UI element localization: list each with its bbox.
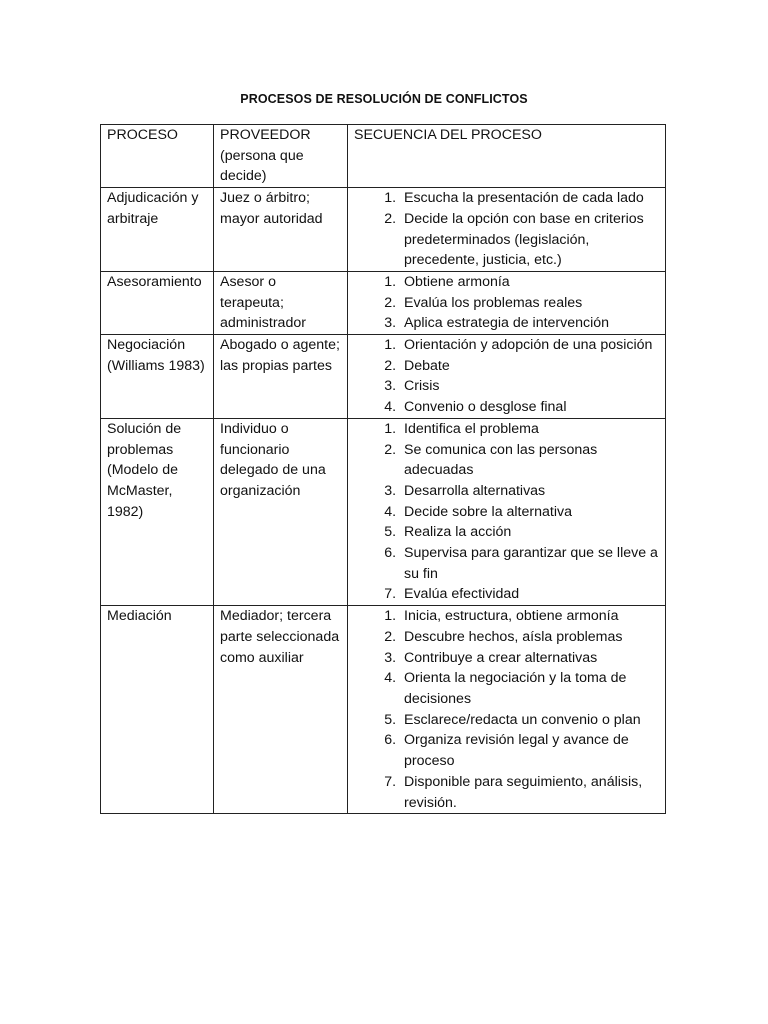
table-row (101, 188, 666, 272)
steps-list (354, 335, 661, 418)
step-item: 2. Descubre hechos, aísla problemas (400, 627, 661, 648)
header-cell-proceso (101, 125, 214, 188)
steps-list (354, 272, 661, 334)
step-item: 1. Identifica el problema (400, 419, 661, 440)
step-item: 2. Evalúa los problemas reales (400, 293, 661, 314)
proveedor-name: Juez o árbitro; mayor autoridad (220, 190, 323, 227)
proceso-name: Adjudicación y arbitraje (107, 190, 199, 227)
step-item: 2. Decide la opción con base en criterios predeterminados (legislación, precedente, justicia, etc.) (400, 209, 661, 271)
proceso-cell (101, 188, 214, 272)
document-title: PROCESOS DE RESOLUCIÓN DE CONFLICTOS (240, 92, 528, 106)
step-item: 2. Se comunica con las personas adecuadas (400, 440, 661, 481)
step-item: 1. Obtiene armonía (400, 272, 661, 293)
step-item: 6. Organiza revisión legal y avance de proceso (400, 730, 661, 771)
step-item: 6. Supervisa para garantizar que se lleve a su fin (400, 543, 661, 584)
steps-list (354, 419, 661, 605)
proceso-name: Negociación (Williams 1983) (107, 337, 205, 374)
proveedor-name: Abogado o agente; las propias partes (220, 337, 340, 374)
secuencia-cell (348, 188, 666, 272)
step-item: 4. Decide sobre la alternativa (400, 502, 661, 523)
table-row (101, 418, 666, 605)
proveedor-name: Asesor o terapeuta; administrador (220, 273, 306, 332)
table-row (101, 335, 666, 419)
table-row (101, 606, 666, 814)
step-item: 3. Aplica estrategia de intervención (400, 313, 661, 334)
step-item: 1. Inicia, estructura, obtiene armonía (400, 606, 661, 627)
step-item: 5. Esclarece/redacta un convenio o plan (400, 710, 661, 731)
steps-list (354, 606, 661, 813)
proveedor-cell (214, 335, 348, 419)
proveedor-cell (214, 606, 348, 814)
header-cell-secuencia (348, 125, 666, 188)
proveedor-cell (214, 271, 348, 334)
proveedor-cell (214, 418, 348, 605)
table-header-row (101, 125, 666, 188)
secuencia-cell (348, 335, 666, 419)
step-item: 4. Convenio o desglose final (400, 397, 661, 418)
header-proveedor: PROVEEDOR (persona que decide) (220, 127, 311, 185)
proveedor-name: Individuo o funcionario delegado de una organización (220, 420, 326, 499)
header-cell-proveedor (214, 125, 348, 188)
proceso-cell (101, 418, 214, 605)
secuencia-cell (348, 271, 666, 334)
step-item: 3. Contribuye a crear alternativas (400, 648, 661, 669)
step-item: 4. Orienta la negociación y la toma de decisiones (400, 668, 661, 709)
header-proceso: PROCESO (107, 127, 178, 143)
proceso-name: Solución de problemas (Modelo de McMaster, 1982) (107, 420, 182, 520)
proceso-cell (101, 335, 214, 419)
step-item: 2. Debate (400, 356, 661, 377)
proceso-name: Mediación (107, 608, 172, 625)
proceso-name: Asesoramiento (107, 273, 202, 290)
header-secuencia: SECUENCIA DEL PROCESO (354, 127, 542, 143)
step-item: 7. Disponible para seguimiento, análisis, revisión. (400, 772, 661, 813)
table-body (101, 125, 666, 814)
conflict-resolution-table (100, 124, 666, 814)
proceso-cell (101, 606, 214, 814)
secuencia-cell (348, 418, 666, 605)
step-item: 3. Crisis (400, 376, 661, 397)
proveedor-cell (214, 188, 348, 272)
steps-list (354, 188, 661, 271)
step-item: 1. Orientación y adopción de una posición (400, 335, 661, 356)
secuencia-cell (348, 606, 666, 814)
proveedor-name: Mediador; tercera parte seleccionada como auxiliar (220, 608, 340, 666)
table-row (101, 271, 666, 334)
step-item: 3. Desarrolla alternativas (400, 481, 661, 502)
step-item: 5. Realiza la acción (400, 522, 661, 543)
step-item: 7. Evalúa efectividad (400, 584, 661, 605)
proceso-cell (101, 271, 214, 334)
step-item: 1. Escucha la presentación de cada lado (400, 188, 661, 209)
